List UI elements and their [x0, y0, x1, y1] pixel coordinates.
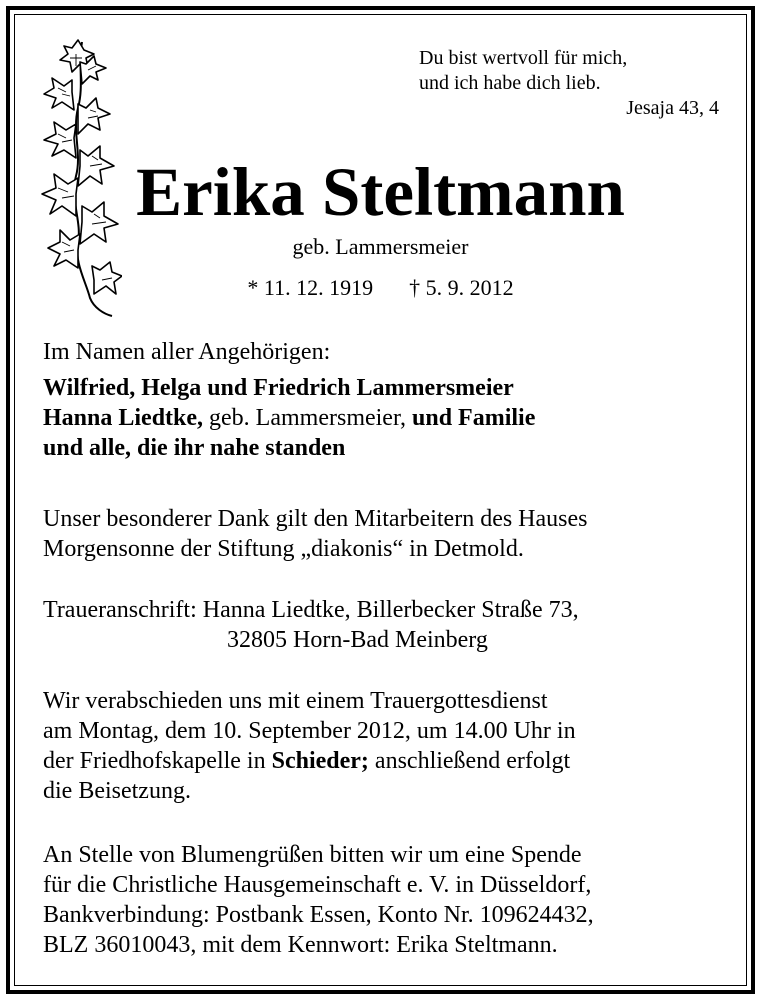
- donation-line-4: BLZ 36010043, mit dem Kennwort: Erika Steltmann.: [43, 932, 558, 958]
- quote-reference: Jesaja 43, 4: [626, 97, 719, 119]
- deceased-name: Erika Steltmann: [136, 154, 625, 230]
- mourner-family: und Familie: [412, 405, 536, 431]
- donation-line-2: für die Christliche Hausgemeinschaft e. V. in Düsseldorf,: [43, 872, 592, 898]
- service-place: Schieder;: [271, 748, 369, 774]
- service-line-3-post: anschließend erfolgt: [368, 748, 571, 774]
- birth-date: * 11. 12. 1919: [247, 275, 374, 300]
- bible-quote: [419, 46, 719, 121]
- address-line-2: 32805 Horn-Bad Meinberg: [227, 627, 488, 653]
- mourners-line-3: und alle, die ihr nahe standen: [43, 435, 346, 461]
- address-line-1: Traueranschrift: Hanna Liedtke, Billerbecker Straße 73,: [43, 597, 579, 623]
- service-line-1: Wir verabschieden uns mit einem Trauergottesdienst: [43, 688, 548, 714]
- mourners-line-2: [43, 403, 733, 433]
- mourners-intro: Im Namen aller Angehörigen:: [43, 339, 331, 365]
- death-date: † 5. 9. 2012: [409, 275, 514, 300]
- thanks-section: [43, 504, 733, 564]
- service-line-2: am Montag, dem 10. September 2012, um 14.00 Uhr in: [43, 718, 576, 744]
- service-line-3-pre: der Friedhofskapelle in: [43, 748, 272, 774]
- service-line-3: [43, 746, 733, 776]
- quote-line-1: Du bist wertvoll für mich,: [419, 47, 628, 69]
- donation-line-1: An Stelle von Blumengrüßen bitten wir um eine Spende: [43, 842, 582, 868]
- mourners-section: [43, 337, 733, 463]
- donation-section: [43, 840, 733, 960]
- mourner-birth-name: geb. Lammersmeier,: [203, 405, 412, 431]
- thanks-line-1: Unser besonderer Dank gilt den Mitarbeitern des Hauses: [43, 506, 588, 532]
- service-section: [43, 686, 733, 806]
- donation-line-3: Bankverbindung: Postbank Essen, Konto Nr. 109624432,: [43, 902, 594, 928]
- birth-name: geb. Lammersmeier: [292, 234, 469, 259]
- thanks-line-2: Morgensonne der Stiftung „diakonis“ in Detmold.: [43, 536, 524, 562]
- service-line-4: die Beisetzung.: [43, 778, 191, 804]
- mourners-line-1: Wilfried, Helga und Friedrich Lammersmeier: [43, 375, 514, 401]
- mourner-name-hanna: Hanna Liedtke,: [43, 405, 204, 431]
- quote-line-2: und ich habe dich lieb.: [419, 72, 601, 94]
- address-section: [43, 595, 733, 655]
- life-dates: [0, 273, 761, 303]
